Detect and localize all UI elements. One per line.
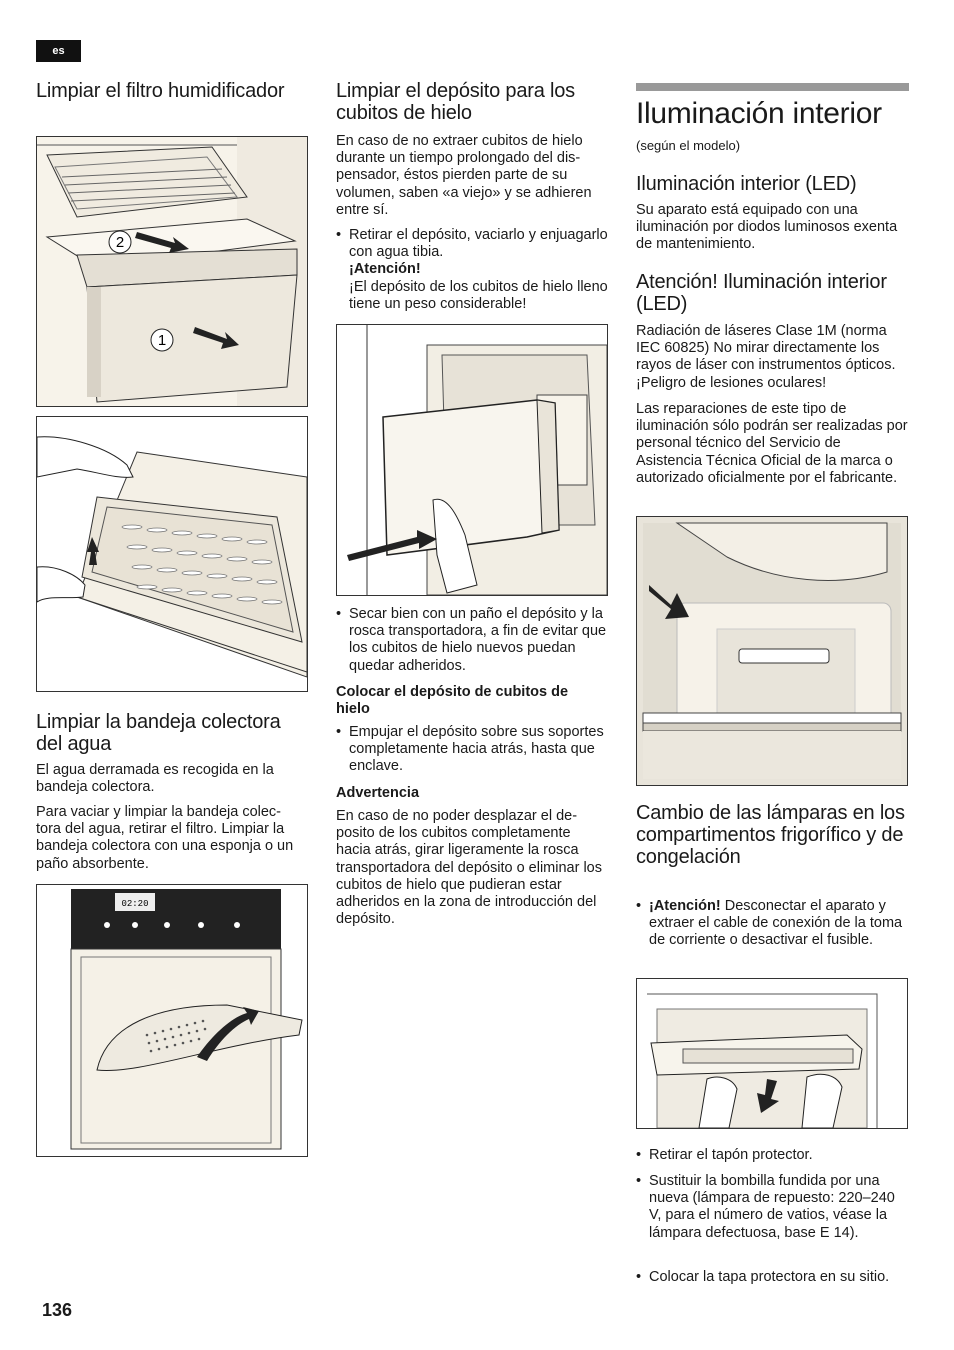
attention-heading: Atención! Iluminación interior (LED) — [636, 271, 887, 315]
attention-label: ¡Atención! — [349, 261, 421, 278]
ice-heading: Limpiar el depósito para los cubitos de hielo — [336, 80, 575, 124]
ice-bin-figure — [336, 324, 608, 596]
tray-paragraph-1: El agua derramada es recogida en la bandeja colectora. — [36, 762, 274, 796]
attention-text: ¡El depósito de los cubitos de hielo lleno tiene un peso considerable! — [349, 278, 608, 312]
led-light-figure — [636, 516, 908, 786]
step-1-label: 1 — [157, 332, 167, 349]
filter-removal-figure — [36, 416, 308, 692]
filter-heading: Limpiar el filtro humidificador — [36, 80, 285, 102]
tray-heading: Limpiar la bandeja colectora del agua — [36, 711, 281, 755]
language-tag: es — [36, 40, 81, 62]
lamp-bullets-1 — [636, 898, 908, 950]
led-text: Su aparato está equipado con una iluminación por diodos luminosos exenta de mantenimiento. — [636, 202, 898, 253]
attention-paragraph-1: Radiación de láseres Clase 1M (norma IEC 60825) No mirar directamente los rayos de láser con instrumentos ópticos. ¡Peligro de lesiones oculares! — [636, 323, 896, 391]
drip-tray-figure — [36, 884, 308, 1157]
list-item: • Secar bien con un paño el depósito y la rosca transportadora, a fin de evitar que los cubitos de hielo nuevos puedan quedar adheridos. — [336, 606, 608, 675]
section-title: Iluminación interior — [636, 97, 882, 130]
page-number: 136 — [42, 1300, 73, 1320]
bullet-text: Desconectar el aparato y extraer el cable de conexión de la toma de corriente o desactivar el fusible. — [649, 898, 903, 949]
ice-bullets-3 — [336, 724, 608, 776]
list-item — [336, 227, 608, 313]
lamp-replacement-figure — [636, 978, 908, 1129]
filter-drawer-figure — [36, 136, 308, 407]
lamp-bullets-2 — [636, 1147, 908, 1164]
section-rule — [636, 83, 909, 91]
ice-intro: En caso de no extraer cubitos de hielo durante un tiempo prolongado del dispensador, éstos pierden parte de su volumen, saben «a viejo» y se adhieren entre sí. — [336, 133, 592, 218]
ice-bullets-1 — [336, 227, 608, 313]
list-item: • Sustituir la bombilla fundida por una nueva (lámpara de repuesto: 220–240 V, para el número de vatios, véase la lámpara defectuosa, base E 14). — [636, 1173, 908, 1242]
lamp-bullets-4 — [636, 1269, 908, 1286]
place-heading: Colocar el depósito de cubitos de hielo — [336, 684, 569, 718]
warning-heading: Advertencia — [336, 785, 420, 801]
step-2-label: 2 — [115, 234, 125, 251]
attention-paragraph-2: Las reparaciones de este tipo de iluminación sólo podrán ser realizadas por personal técnico del Servicio de Asistencia Técnica Oficial de la marca o autorizado oficialmente por el fabricante. — [636, 401, 908, 486]
ice-bullets-2 — [336, 606, 608, 675]
lamp-heading: Cambio de las lámparas en los compartimentos frigorífico y de congelación — [636, 802, 905, 868]
led-heading: Iluminación interior (LED) — [636, 173, 857, 195]
list-item: • Colocar la tapa protectora en su sitio. — [636, 1269, 908, 1286]
warning-text: En caso de no poder desplazar el deposito de los cubitos completamente hacia atrás, girar ligeramente la rosca transportadora del depósito o eliminar los cubitos de hielo que pudieran estar adheridos en la zona de introducción del depósito. — [336, 808, 602, 928]
attention-label: ¡Atención! — [649, 898, 721, 914]
model-note: (según el modelo) — [636, 138, 741, 153]
bullet-text: Retirar el depósito, vaciarlo y enjuagarlo con agua tibia. — [349, 227, 608, 261]
list-item — [636, 898, 908, 950]
display-readout: 02:20 — [121, 899, 149, 909]
list-item: • Empujar el depósito sobre sus soportes completamente hacia atrás, hasta que enclave. — [336, 724, 608, 776]
list-item: • Retirar el tapón protector. — [636, 1147, 908, 1164]
tray-paragraph-2: Para vaciar y limpiar la bandeja colectora del agua, retirar el filtro. Limpiar la bandeja colectora con una esponja o un paño absorbente. — [36, 804, 294, 872]
lamp-bullets-3 — [636, 1173, 908, 1242]
